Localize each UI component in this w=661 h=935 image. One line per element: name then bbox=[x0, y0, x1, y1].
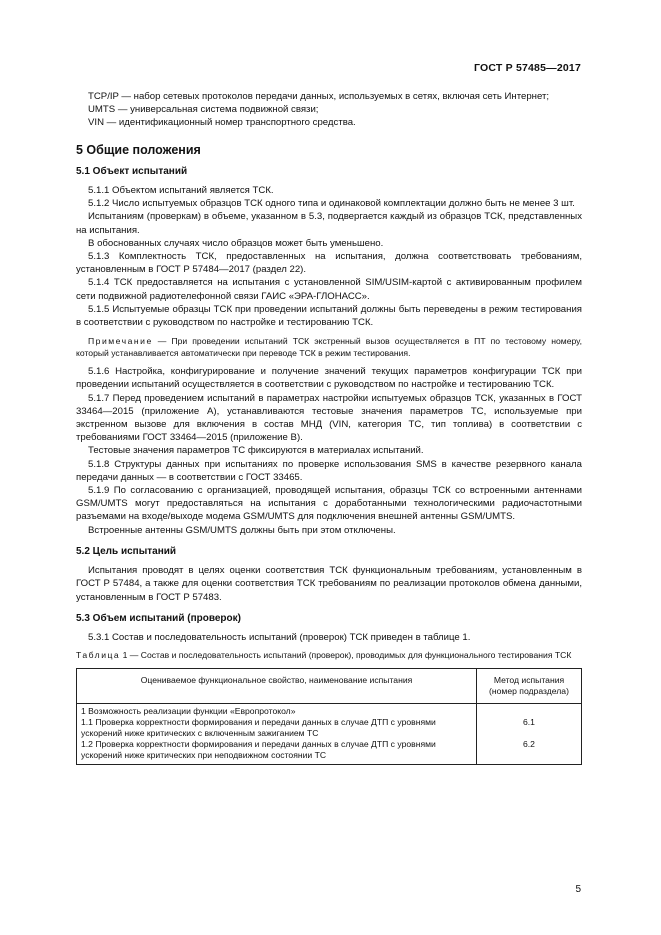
row-line-3: ускорений ниже критических с включенным зажиганием ТС bbox=[81, 728, 319, 739]
para-5-1-1: 5.1.1 Объектом испытаний является ТСК. bbox=[88, 185, 274, 197]
table-caption-text: 1 — Состав и последовательность испытаний (проверок), проводимых для функционального тестирования ТСК bbox=[120, 650, 572, 661]
section-5-1-title: 5.1 Объект испытаний bbox=[76, 165, 188, 177]
page-number: 5 bbox=[575, 884, 581, 895]
para-5-1-5: 5.1.5 Испытуемые образцы ТСК при проведении испытаний должны быть переведены в режим тестирования в соответствии с руководством по настройке и тестированию ТСК. bbox=[76, 303, 582, 329]
table-header-row bbox=[77, 668, 582, 703]
document-body bbox=[76, 90, 582, 765]
note-text: — При проведении испытаний ТСК экстренный вызов осуществляется в ПТ по тестовому номеру, который устанавливается автоматически при переводе ТСК в режим тестирования. bbox=[76, 336, 582, 359]
note bbox=[76, 335, 582, 359]
table-cell-items bbox=[77, 703, 477, 764]
section-5-title: 5 Общие положения bbox=[76, 142, 201, 157]
para-5-1-4: 5.1.4 ТСК предоставляется на испытания с установленной SIM/USIM-картой с активированным профилем сети подвижной радиотелефонной связи ГАИС «ЭРА-ГЛОНАСС». bbox=[76, 277, 582, 302]
para-5-1-8: 5.1.8 Структуры данных при испытаниях по проверке использования SMS в качестве резервного канала передачи данных — в соответствии с ГОСТ 33465. bbox=[76, 458, 582, 483]
table-row bbox=[77, 703, 582, 764]
para-5-3-1: 5.3.1 Состав и последовательность испытаний (проверок) ТСК приведен в таблице 1. bbox=[88, 631, 471, 643]
col2-header-line2: (номер подраздела) bbox=[489, 685, 569, 696]
para-5-1-6: 5.1.6 Настройка, конфигурирование и получение значений текущих параметров конфигурации ТСК при проведении испытаний осуществляется в соответствии с руководством по настройке и тестированию ТСК. bbox=[76, 366, 582, 391]
table-header-col1: Оцениваемое функциональное свойство, наименование испытания bbox=[77, 668, 477, 703]
para-5-1-9: 5.1.9 По согласованию с организацией, проводящей испытания, образцы ТСК со встроенными антеннами GSM/UMTS могут предоставляться на испытания с доработанными технологическими радиочастотными разъемами на входе/выходе модема GSM/UMTS для подключения внешней антенны GSM/UMTS. bbox=[76, 485, 582, 523]
doc-code-header: ГОСТ Р 57485—2017 bbox=[473, 62, 581, 74]
def-tcpip: TCP/IP — набор сетевых протоколов передачи данных, используемых в сетях, включая сеть Интернет; bbox=[88, 91, 550, 102]
para-5-1-9b: Встроенные антенны GSM/UMTS должны быть при этом отключены. bbox=[88, 524, 396, 536]
row-line-4: 1.2 Проверка корректности формирования и передачи данных в случае ДТП с уровнями bbox=[81, 739, 436, 750]
para-5-1-7b: Тестовые значения параметров ТС фиксируются в материалах испытаний. bbox=[88, 445, 424, 457]
para-5-2: Испытания проводят в целях оценки соответствия ТСК функциональным требованиям, установленным в ГОСТ Р 57484, а также для оценки соответствия ТСК требованиям по реализации протоколов обмена данными, установленным в ГОСТ Р 57483. bbox=[76, 565, 582, 603]
section-5-2-title: 5.2 Цель испытаний bbox=[76, 545, 177, 557]
row-line-1: 1 Возможность реализации функции «Европротокол» bbox=[81, 705, 296, 716]
note-label: Примечание bbox=[88, 336, 153, 347]
para-5-1-2c: В обоснованных случаях число образцов может быть уменьшено. bbox=[88, 237, 384, 249]
table-caption-label: Таблица bbox=[76, 650, 121, 661]
para-5-1-2: 5.1.2 Число испытуемых образцов ТСК одного типа и одинаковой комплектации должно быть не менее 3 шт. bbox=[88, 198, 575, 210]
def-vin: VIN — идентификационный номер транспортного средства. bbox=[88, 117, 356, 129]
row-line-2: 1.1 Проверка корректности формирования и передачи данных в случае ДТП с уровнями bbox=[81, 716, 436, 727]
method-6-2: 6.2 bbox=[523, 739, 535, 750]
section-5-3-title: 5.3 Объем испытаний (проверок) bbox=[76, 612, 241, 624]
table-header-col2 bbox=[477, 668, 582, 703]
table-caption bbox=[76, 650, 582, 662]
col2-header-line1: Метод испытания bbox=[493, 674, 565, 685]
table-cell-methods bbox=[477, 703, 582, 764]
method-6-1: 6.1 bbox=[523, 716, 535, 727]
para-5-1-7: 5.1.7 Перед проведением испытаний в параметрах настройки испытуемых образцов ТСК, указанных в ГОСТ 33464—2015 (приложение А), устанавливаются тестовые значения параметров ТС, используемые при экстренном вызове для включения в состав МНД (VIN, категория ТС, тип топлива) в соответствии с требованиями ГОСТ 33464—2015 (приложение В). bbox=[76, 392, 582, 444]
para-5-1-3: 5.1.3 Комплектность ТСК, предоставленных на испытания, должна соответствовать требованиям, установленным в ГОСТ Р 57484—2017 (раздел 22). bbox=[76, 251, 582, 276]
table-1 bbox=[76, 668, 582, 765]
row-line-5: ускорений ниже критических при неподвижном состоянии ТС bbox=[81, 750, 327, 761]
para-5-1-2b: Испытаниям (проверкам) в объеме, указанном в 5.3, подвергается каждый из образцов ТСК, представленных на испытания. bbox=[76, 211, 582, 236]
def-umts: UMTS — универсальная система подвижной связи; bbox=[88, 104, 319, 116]
